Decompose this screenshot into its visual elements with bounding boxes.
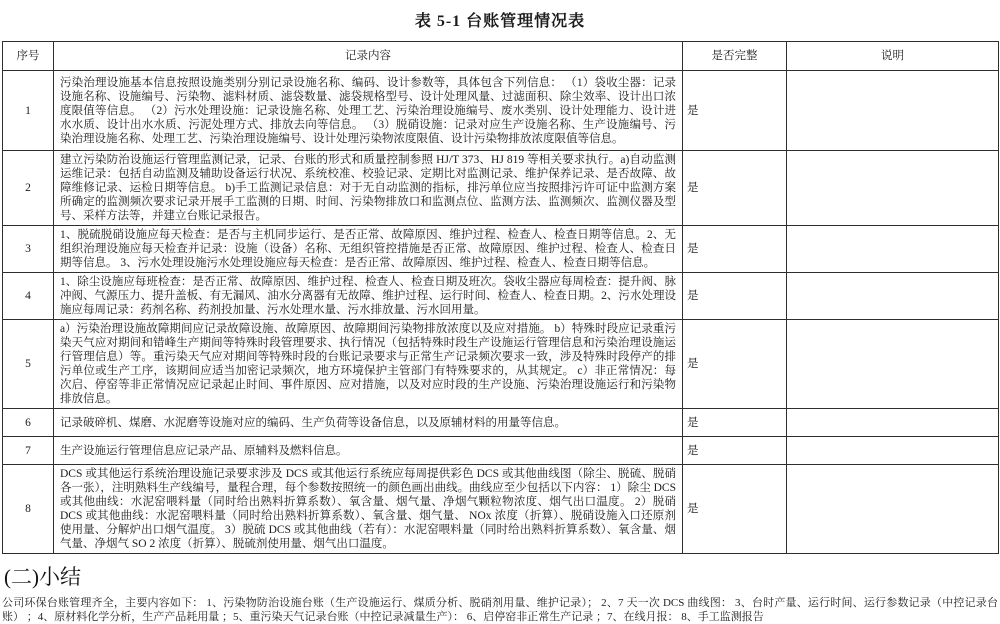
table-row [3,320,999,409]
summary-paragraph: 公司环保台账管理齐全，主要内容如下： 1、污染物防治设施台账（生产设施运行、煤质分析、脱硝剂用量、维护记录）； 2、7 天一次 DCS 曲线图： 3、台时产量、运行时间、运行参数记录（中控记录台账） ；4、原材料化学分析，生产产品耗用量 ；5、重污染天气记录台账（中控记录减量生产）： 6、启停窑非正常生产记录 ；7、在线月报： 8、手工监测报告 [2,597,998,623]
row-content: 建立污染防治设施运行管理监测记录，记录、台账的形式和质量控制参照 HJ/T 373、HJ 819 等相关要求执行。a)自动监测运维记录：包括自动监测及辅助设备运行状况、系统校准、校验记录、定期比对监测记录、维护保养记录、是否故障、故障维修记录、运检日期等信息。 b)手工监测记录信息：对于无自动监测的指标，排污单位应当按照排污许可证中监测方案所确定的监测频次要求记录开展手工监测的日期、时间、污染物排放口和监测点位、监测方法、监测频次、监测仪器及型号、采样方法等，并建立台账记录报告。 [54,151,683,226]
table-row [3,465,999,554]
row-no: 1 [3,71,54,151]
row-note [787,226,999,273]
table-row [3,71,999,151]
table-row [3,226,999,273]
row-note [787,71,999,151]
ledger-management-table [2,41,999,554]
row-content: 1、除尘设施应每班检查：是否正常、故障原因、维护过程、检查人、检查日期及班次。袋收尘器应每周检查：提升阀、脉冲阀、气源压力、提升盖板、有无漏风、油水分离器有无故障、维护过程、运行时间、检查人、检查日期。2、污水处理设施应每周记录：药剂名称、药剂投加量、污水处理水量、污水排放量、污水回用量。 [54,273,683,320]
row-note [787,320,999,409]
table-row [3,437,999,465]
row-note [787,151,999,226]
row-content: 污染治理设施基本信息按照设施类别分别记录设施名称、编码、设计参数等，具体包含下列信息： （1）袋收尘器：记录设施名称、设施编号、污染物、滤料材质、滤袋数量、滤袋规格型号、设计处理风量、过滤面积、除尘效率、设计出口浓度限值等信息。 （2）污水处理设施：记录设施名称、处理工艺、污染治理设施编号、废水类别、设计处理能力、设计进水水质、设计出水水质、污泥处理方式、排放去向等信息。 （3）脱硝设施：记录对应生产设施名称、生产设施编号、污染治理设施名称、处理工艺、污染治理设施编号、设计处理污染物浓度限值、设计污染物排放浓度限值等信息。 [54,71,683,151]
row-no: 3 [3,226,54,273]
row-no: 7 [3,437,54,465]
table-header-row [3,42,999,71]
row-complete: 是 [683,320,787,409]
row-content: 生产设施运行管理信息应记录产品、原辅料及燃料信息。 [54,437,683,465]
row-complete: 是 [683,437,787,465]
row-no: 4 [3,273,54,320]
col-header-note: 说明 [787,42,999,71]
row-note [787,409,999,437]
col-header-no: 序号 [3,42,54,71]
row-no: 8 [3,465,54,554]
table-row [3,273,999,320]
row-complete: 是 [683,71,787,151]
row-complete: 是 [683,409,787,437]
row-note [787,437,999,465]
row-note [787,273,999,320]
row-no: 6 [3,409,54,437]
summary-heading: (二)小结 [4,565,81,589]
row-complete: 是 [683,273,787,320]
row-content: 记录破碎机、煤磨、水泥磨等设施对应的编码、生产负荷等设备信息，以及原辅材料的用量等信息。 [54,409,683,437]
row-content: a）污染治理设施故障期间应记录故障设施、故障原因、故障期间污染物排放浓度以及应对措施。 b）特殊时段应记录重污染天气应对期间和错峰生产期间等特殊时段管理要求、执行情况（包括特殊时段生产设施运行管理信息和污染治理设施运行管理信息）等。重污染天气应对期间等特殊时段的台账记录要求与正常生产记录频次要求一致，涉及特殊时段停产的排污单位或生产工序，该期间应适当加密记录频次，地方环境保护主管部门有特殊要求的，从其规定。 c）非正常情况：每次启、停窑等非正常情况应记录起止时间、事件原因、应对措施，以及对应时段的生产设施、污染治理设施运行和污染物排放信息。 [54,320,683,409]
row-complete: 是 [683,151,787,226]
row-complete: 是 [683,226,787,273]
col-header-complete: 是否完整 [683,42,787,71]
row-no: 2 [3,151,54,226]
row-complete: 是 [683,465,787,554]
table-row [3,151,999,226]
col-header-content: 记录内容 [54,42,683,71]
row-note [787,465,999,554]
document-title: 表 5-1 台账管理情况表 [414,13,586,30]
row-content: DCS 或其他运行系统治理设施记录要求涉及 DCS 或其他运行系统应每周提供彩色 DCS 或其他曲线图（除尘、脱硫、脱硝各一张），注明熟料生产线编号，量程合理，每个参数按照统一的颜色画出曲线。曲线应至少包括以下内容： 1）除尘 DCS 或其他曲线：水泥窑喂料量（同时给出熟料折算系数）、氧含量、烟气量、净烟气颗粒物浓度、烟气出口温度。 2）脱硝 DCS 或其他曲线：水泥窑喂料量（同时给出熟料折算系数）、氧含量、烟气量、 NOx 浓度（折算）、脱硝设施入口还原剂使用量、分解炉出口烟气温度。 3）脱硫 DCS 或其他曲线（若有）：水泥窑喂料量（同时给出熟料折算系数）、氧含量、烟气量、净烟气 SO 2 浓度（折算）、脱硫剂使用量、烟气出口温度。 [54,465,683,554]
row-content: 1、脱硫脱硝设施应每天检查：是否与主机同步运行、是否正常、故障原因、维护过程、检查人、检查日期等信息。2、无组织治理设施应每天检查并记录：设施（设备）名称、无组织管控措施是否正常、故障原因、维护过程、检查人、检查日期等信息。 3、污水处理设施污水处理设施应每天检查：是否正常、故障原因、维护过程、检查人、检查日期等信息。 [54,226,683,273]
row-no: 5 [3,320,54,409]
table-row [3,409,999,437]
